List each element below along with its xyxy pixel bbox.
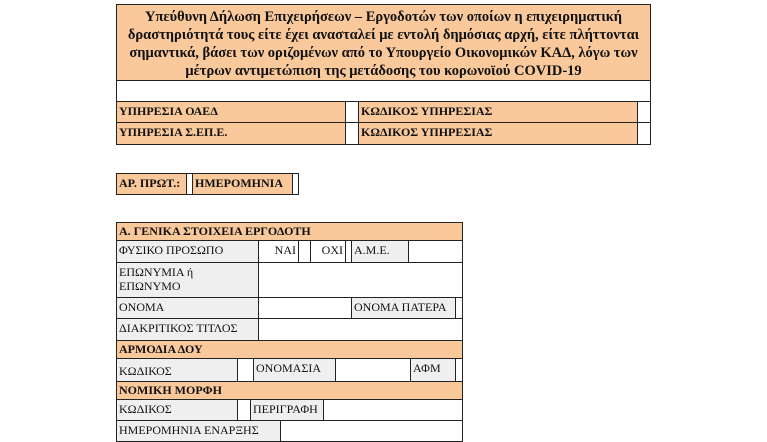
first-name-field[interactable] xyxy=(258,297,352,319)
legal-code-label: ΚΩΔΙΚΟΣ xyxy=(116,399,238,421)
legal-form-header: ΝΟΜΙΚΗ ΜΟΡΦΗ xyxy=(116,381,463,400)
company-name-label: ΕΠΩΝΥΜΙΑ ή ΕΠΩΝΥΜΟ xyxy=(116,262,259,298)
oaed-code-field[interactable] xyxy=(637,101,651,123)
sepe-service-label: ΥΠΗΡΕΣΙΑ Σ.ΕΠ.Ε. xyxy=(116,122,346,145)
sepe-service-field[interactable] xyxy=(345,122,359,145)
trade-title-field[interactable] xyxy=(258,318,463,341)
father-name-label: ΟΝΟΜΑ ΠΑΤΕΡΑ xyxy=(351,297,456,319)
legal-description-field[interactable] xyxy=(323,399,463,421)
company-name-field[interactable] xyxy=(258,262,463,298)
tax-code-field[interactable] xyxy=(237,358,254,382)
sepe-code-label: ΚΩΔΙΚΟΣ ΥΠΗΡΕΣΙΑΣ xyxy=(358,122,638,145)
no-label: ΟΧΙ xyxy=(310,240,346,263)
start-date-label: ΗΜΕΡΟΜΗΝΙΑ ΕΝΑΡΞΗΣ xyxy=(116,420,281,442)
trade-title-label: ΔΙΑΚΡΙΤΙΚΟΣ ΤΙΤΛΟΣ xyxy=(116,318,259,341)
oaed-code-label: ΚΩΔΙΚΟΣ ΥΠΗΡΕΣΙΑΣ xyxy=(358,101,638,123)
legal-code-field[interactable] xyxy=(237,399,251,421)
oaed-service-field[interactable] xyxy=(345,101,359,123)
oaed-service-label: ΥΠΗΡΕΣΙΑ ΟΑΕΔ xyxy=(116,101,346,123)
section-a-header: Α. ΓΕΝΙΚΑ ΣΤΟΙΧΕΙΑ ΕΡΓΟΔΟΤΗ xyxy=(116,222,463,241)
yes-label: ΝΑΙ xyxy=(258,240,299,263)
father-name-field[interactable] xyxy=(455,297,463,319)
first-name-label: ΟΝΟΜΑ xyxy=(116,297,259,319)
tax-office-name-label: ΟΝΟΜΑΣΙΑ xyxy=(253,358,336,382)
form-title: Υπεύθυνη Δήλωση Επιχειρήσεων – Εργοδοτών των οποίων η επιχειρηματική δραστηριότητά τους είτε έχει ανασταλεί με εντολή δημόσιας αρχή, είτε πλήττονται σημαντικά, βάσει των οριζομένων από το Υπουργείο Οικονομικών ΚΑΔ, λόγω των μέτρων αντιμετώπιση της μετάδοσης του κορωνοϊού COVID-19 xyxy=(116,4,651,81)
legal-description-label: ΠΕΡΙΓΡΑΦΗ xyxy=(250,399,324,421)
tax-office-header: ΑΡΜΟΔΙΑ ΔΟΥ xyxy=(116,340,463,359)
protocol-date-label: ΗΜΕΡΟΜΗΝΙΑ xyxy=(192,173,293,195)
blank-row xyxy=(116,80,651,102)
tax-office-name-field[interactable] xyxy=(335,358,411,382)
natural-person-label: ΦΥΣΙΚΟ ΠΡΟΣΩΠΟ xyxy=(116,240,259,263)
tax-code-label: ΚΩΔΙΚΟΣ xyxy=(116,358,238,382)
ame-field[interactable] xyxy=(408,240,463,263)
protocol-date-field[interactable] xyxy=(292,173,299,195)
afm-label: ΑΦΜ xyxy=(410,358,456,382)
ame-label: Α.Μ.Ε. xyxy=(351,240,409,263)
start-date-field[interactable] xyxy=(280,420,463,442)
afm-field[interactable] xyxy=(455,358,463,382)
protocol-number-label: ΑΡ. ΠΡΩΤ.: xyxy=(116,173,187,195)
sepe-code-field[interactable] xyxy=(637,122,651,145)
